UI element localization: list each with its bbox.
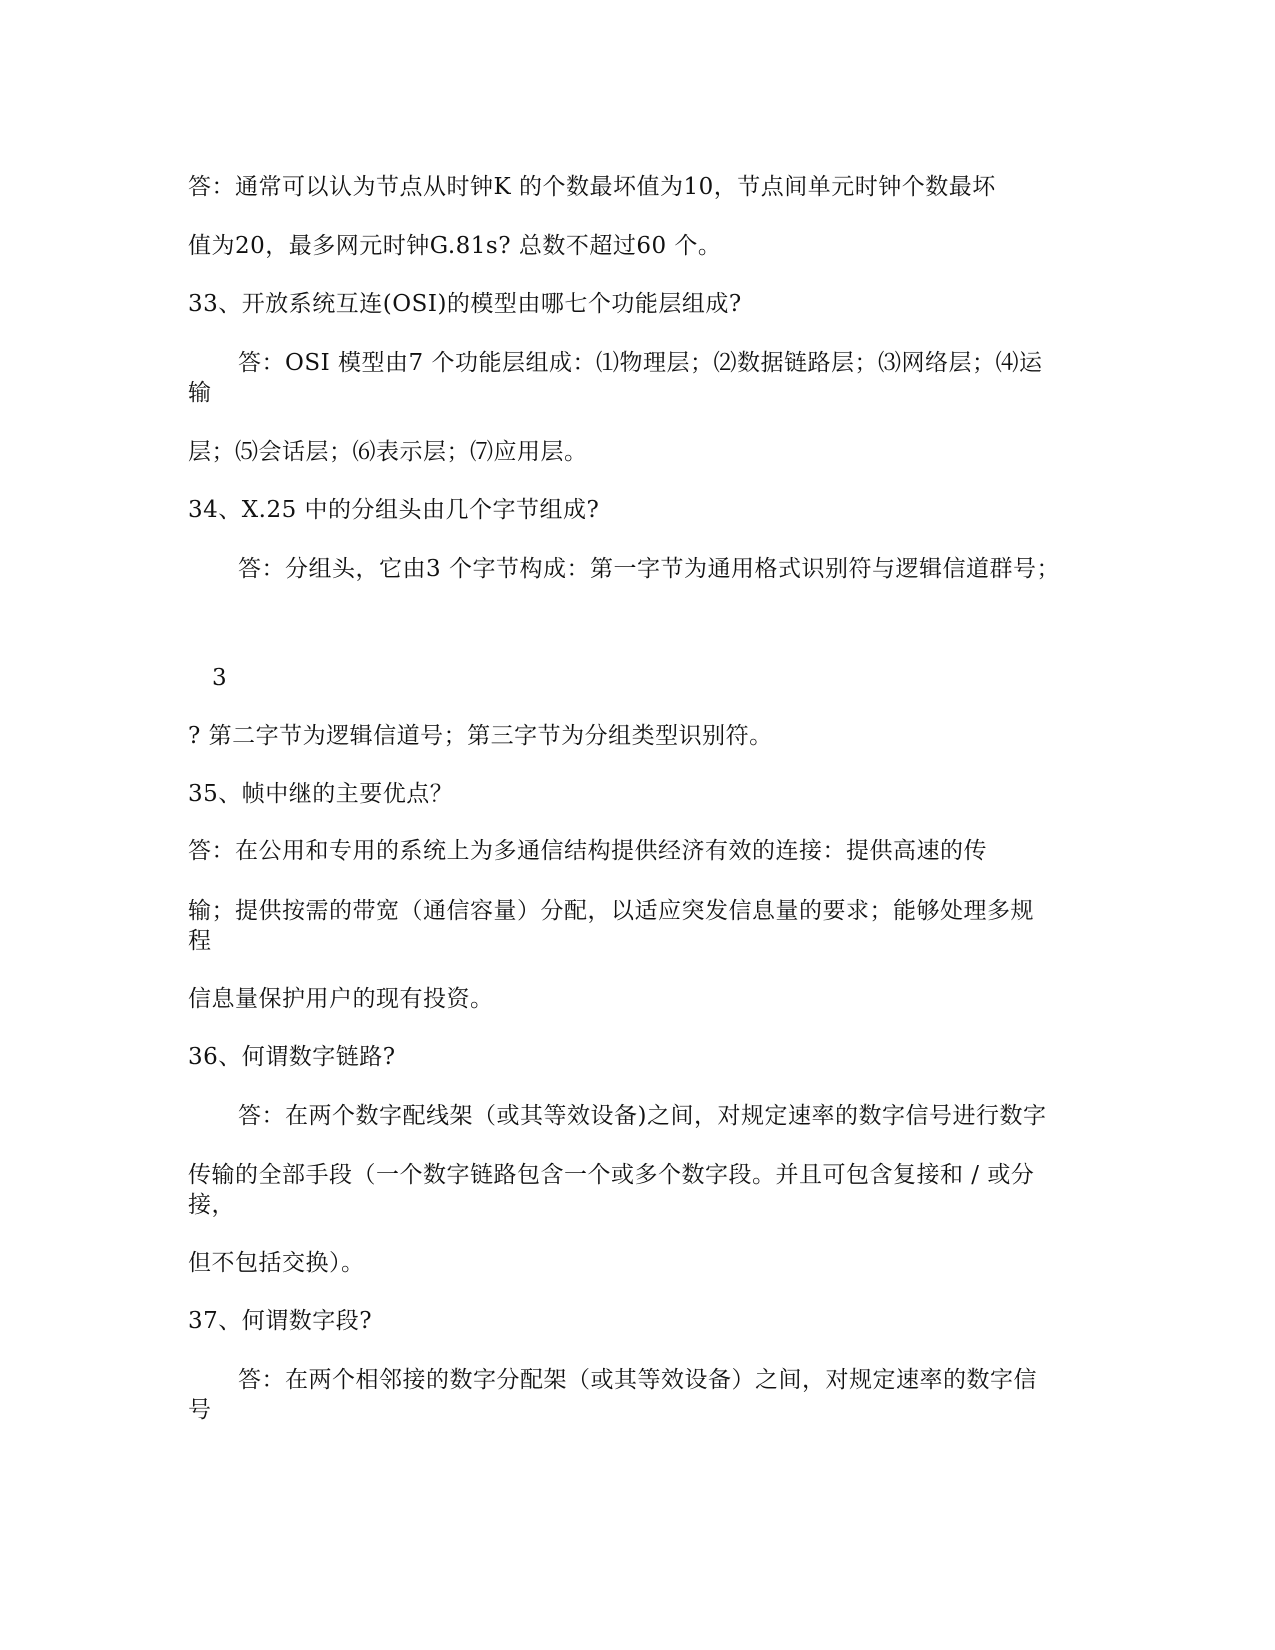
text-line: ? 第二字节为逻辑信道号；第三字节为分组类型识别符。 xyxy=(188,723,773,749)
text-line: 输 xyxy=(188,380,212,406)
question-heading: 37、何谓数字段? xyxy=(188,1308,373,1334)
text-line: 答：分组头，它由3 个字节构成：第一字节为通用格式识别符与逻辑信道群号； xyxy=(238,556,1060,582)
text-line: 层；⑸会话层；⑹表示层；⑺应用层。 xyxy=(188,439,588,465)
text-line: 接， xyxy=(188,1192,235,1218)
text-line: 答：通常可以认为节点从时钟K 的个数最坏值为10，节点间单元时钟个数最坏 xyxy=(188,174,996,200)
text-line: 值为20，最多网元时钟G.81s? 总数不超过60 个。 xyxy=(188,233,722,259)
text-line: 答：在两个数字配线架（或其等效设备)之间，对规定速率的数字信号进行数字 xyxy=(238,1103,1047,1129)
text-line: 程 xyxy=(188,928,212,954)
text-line: 答：在公用和专用的系统上为多通信结构提供经济有效的连接：提供高速的传 xyxy=(188,838,987,864)
question-heading: 34、X.25 中的分组头由几个字节组成? xyxy=(188,497,600,523)
text-line: 但不包括交换）。 xyxy=(188,1250,365,1276)
page-number: 3 xyxy=(212,665,228,691)
text-line: 答：在两个相邻接的数字分配架（或其等效设备）之间，对规定速率的数字信 xyxy=(238,1367,1037,1393)
text-line: 传输的全部手段（一个数字链路包含一个或多个数字段。并且可包含复接和 / 或分 xyxy=(188,1162,1035,1188)
question-heading: 36、何谓数字链路? xyxy=(188,1044,396,1070)
question-heading: 35、帧中继的主要优点？ xyxy=(188,781,454,807)
text-line: 输；提供按需的带宽（通信容量）分配，以适应突发信息量的要求；能够处理多规 xyxy=(188,898,1034,924)
text-line: 答：OSI 模型由7 个功能层组成：⑴物理层；⑵数据链路层；⑶网络层；⑷运 xyxy=(238,350,1043,376)
text-line: 信息量保护用户的现有投资。 xyxy=(188,986,494,1012)
question-heading: 33、开放系统互连(OSI)的模型由哪七个功能层组成? xyxy=(188,291,742,317)
text-line: 号 xyxy=(188,1397,212,1423)
